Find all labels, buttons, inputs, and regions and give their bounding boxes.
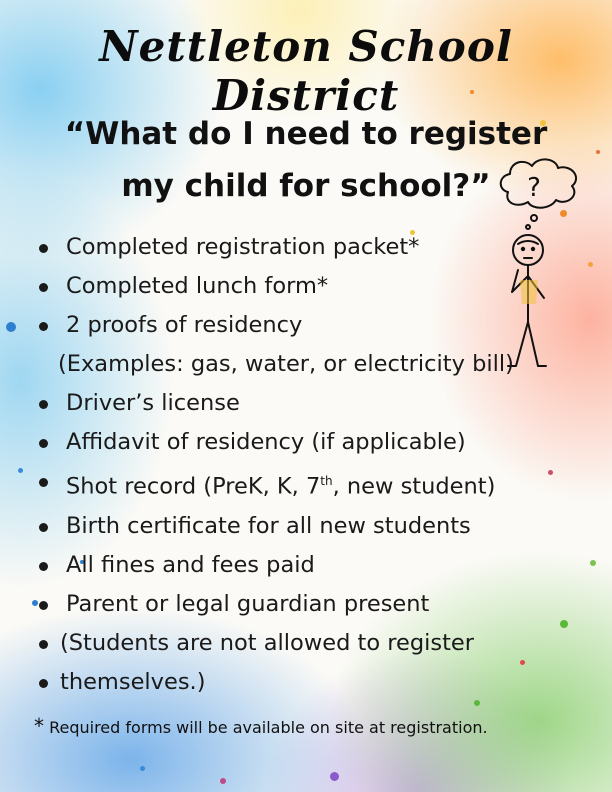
svg-text:?: ? [527, 173, 541, 203]
district-title: Nettleton School District [99, 22, 513, 120]
list-item-note: (Students are not allowed to register [26, 624, 586, 663]
list-item: Completed lunch form* [26, 267, 586, 306]
footer-note-text: Required forms will be available on site at registration. [49, 718, 488, 737]
list-item: Birth certificate for all new students [26, 507, 586, 546]
footer-note [34, 714, 604, 738]
list-item-note: (Examples: gas, water, or electricity bill) [58, 351, 514, 377]
list-item: All fines and fees paid [26, 546, 586, 585]
list-item: Shot record (PreK, K, 7th, new student) [26, 462, 586, 507]
question-line-2: my child for school?” [121, 168, 491, 204]
list-item: 2 proofs of residency [26, 306, 586, 345]
list-item: Driver’s license [26, 384, 586, 423]
question-line-1: “What do I need to register [64, 116, 548, 152]
list-item-note: themselves.) [26, 663, 586, 702]
list-item: Affidavit of residency (if applicable) [26, 423, 586, 462]
registration-checklist [26, 228, 586, 702]
list-item: Completed registration packet* [26, 228, 586, 267]
list-item: Parent or legal guardian present [26, 585, 586, 624]
footnote-asterisk: * [34, 714, 44, 738]
